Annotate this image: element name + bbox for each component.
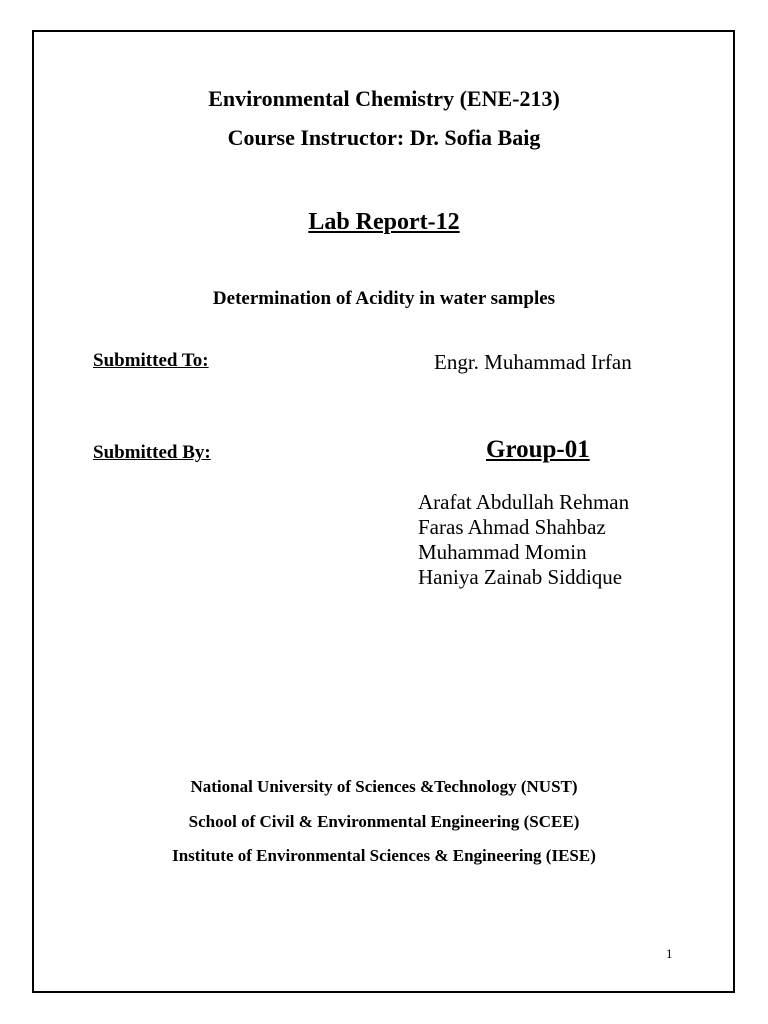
group-member: Faras Ahmad Shahbaz (418, 515, 606, 539)
group-members-list (418, 490, 629, 590)
course-title: Environmental Chemistry (ENE-213) (208, 86, 560, 111)
submitted-to-value: Engr. Muhammad Irfan (434, 350, 632, 374)
university-name: National University of Sciences &Technology (NUST) (190, 777, 578, 796)
course-instructor: Course Instructor: Dr. Sofia Baig (227, 125, 541, 150)
group-member: Arafat Abdullah Rehman (418, 490, 630, 514)
page-number: 1 (666, 946, 673, 961)
group-member: Muhammad Momin (418, 540, 587, 564)
submitted-to-label: Submitted To: (93, 350, 209, 371)
institute-name: Institute of Environmental Sciences & Engineering (IESE) (172, 846, 596, 865)
group-member: Haniya Zainab Siddique (418, 565, 623, 589)
experiment-title: Determination of Acidity in water samples (212, 288, 556, 309)
submitted-by-label: Submitted By: (93, 442, 211, 463)
group-name: Group-01 (486, 436, 590, 463)
report-title: Lab Report-12 (308, 209, 460, 235)
school-name: School of Civil & Environmental Engineering (SCEE) (188, 812, 580, 831)
